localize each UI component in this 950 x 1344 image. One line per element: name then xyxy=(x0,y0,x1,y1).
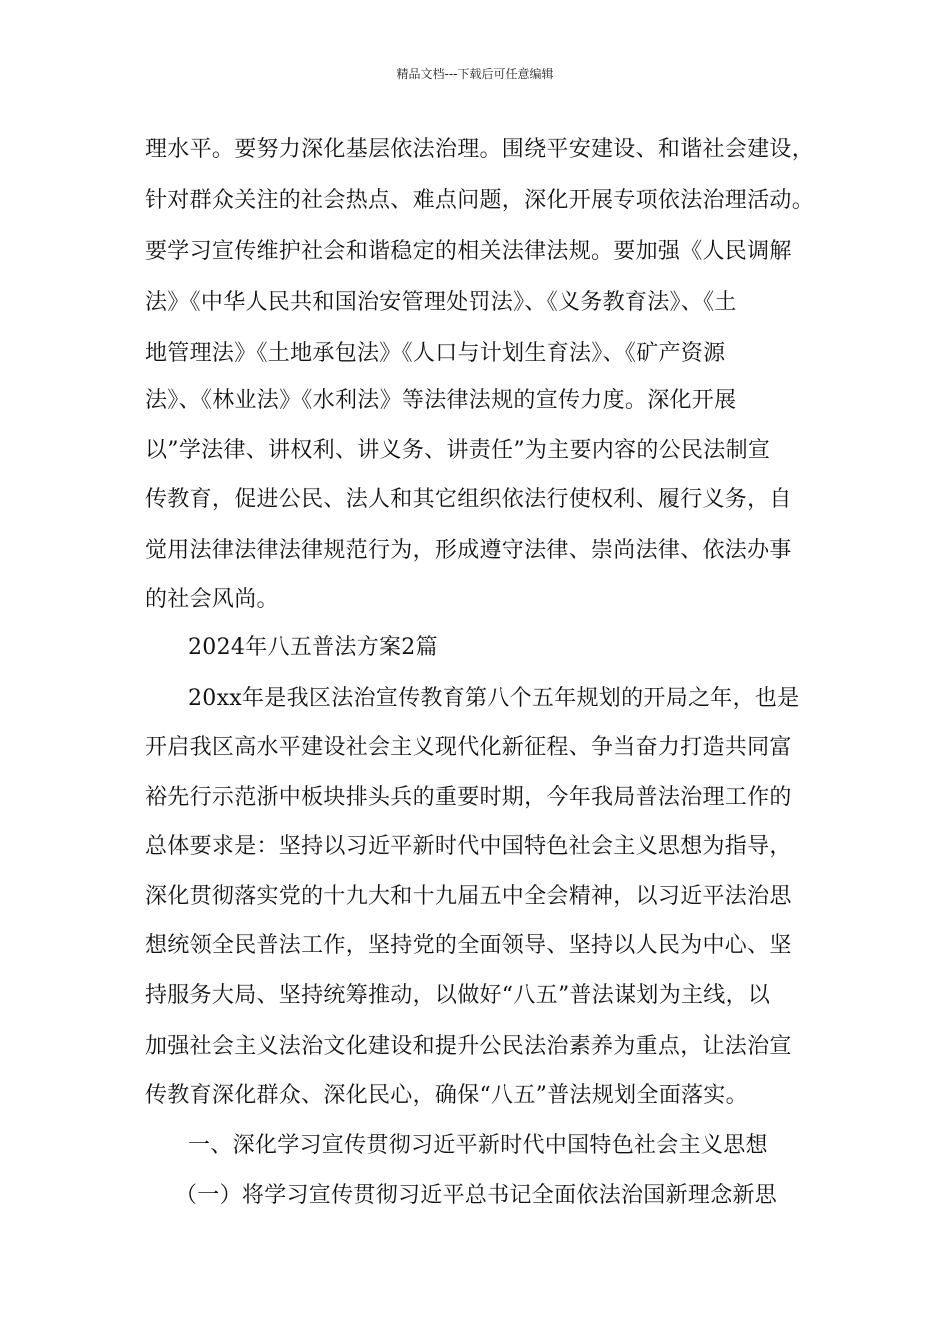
text-line-6: 法》、《林业法》《水利法》等法律法规的宣传力度。深化开展 xyxy=(145,388,737,413)
text-line-12: 20xx年是我区法治宣传教育第八个五年规划的开局之年，也是 xyxy=(188,686,800,711)
text-line-3: 要学习宣传维护社会和谐稳定的相关法律法规。要加强《人民调解 xyxy=(145,239,792,264)
text-line-14: 裕先行示范浙中板块排头兵的重要时期，今年我局普法治理工作的 xyxy=(145,785,792,810)
text-line-15: 总体要求是：坚持以习近平新时代中国特色社会主义思想为指导， xyxy=(145,834,792,859)
text-line-1: 理水平。要努力深化基层依法治理。围绕平安建设、和谐社会建设， xyxy=(145,137,815,162)
text-line-2: 针对群众关注的社会热点、难点问题，深化开展专项依法治理活动。 xyxy=(145,188,815,213)
text-line-8: 传教育，促进公民、法人和其它组织依法行使权利、履行义务，自 xyxy=(145,487,792,512)
text-line-16: 深化贯彻落实党的十九大和十九届五中全会精神，以习近平法治思 xyxy=(145,884,792,909)
subsection-heading-1: 一、深化学习宣传贯彻习近平新时代中国特色社会主义思想 xyxy=(188,1133,768,1158)
page-header: 精品文档---下载后可任意编辑 xyxy=(396,67,554,81)
text-line-18: 持服务大局、坚持统筹推动，以做好“八五”普法谋划为主线，以 xyxy=(145,983,771,1008)
text-line-9: 觉用法律法律法律规范行为，形成遵守法律、崇尚法律、依法办事 xyxy=(145,538,792,563)
section-heading: 2024年八五普法方案2篇 xyxy=(188,635,438,660)
text-line-5: 地管理法》《土地承包法》《人口与计划生育法》、《矿产资源 xyxy=(145,341,726,366)
text-line-19: 加强社会主义法治文化建设和提升公民法治素养为重点，让法治宣 xyxy=(145,1034,792,1059)
text-line-10: 的社会风尚。 xyxy=(145,587,279,612)
text-line-4: 法》《中华人民共和国治安管理处罚法》、《义务教育法》、《土 xyxy=(145,290,737,315)
text-line-17: 想统领全民普法工作，坚持党的全面领导、坚持以人民为中心、坚 xyxy=(145,933,792,958)
text-line-7: 以”学法律、讲权利、讲义务、讲责任”为主要内容的公民法制宣 xyxy=(145,438,771,463)
subsection-heading-2: （一）将学习宣传贯彻习近平总书记全面依法治国新理念新思 xyxy=(175,1183,778,1208)
text-line-20: 传教育深化群众、深化民心，确保“八五”普法规划全面落实。 xyxy=(145,1083,748,1108)
text-line-13: 开启我区高水平建设社会主义现代化新征程、争当奋力打造共同富 xyxy=(145,735,792,760)
